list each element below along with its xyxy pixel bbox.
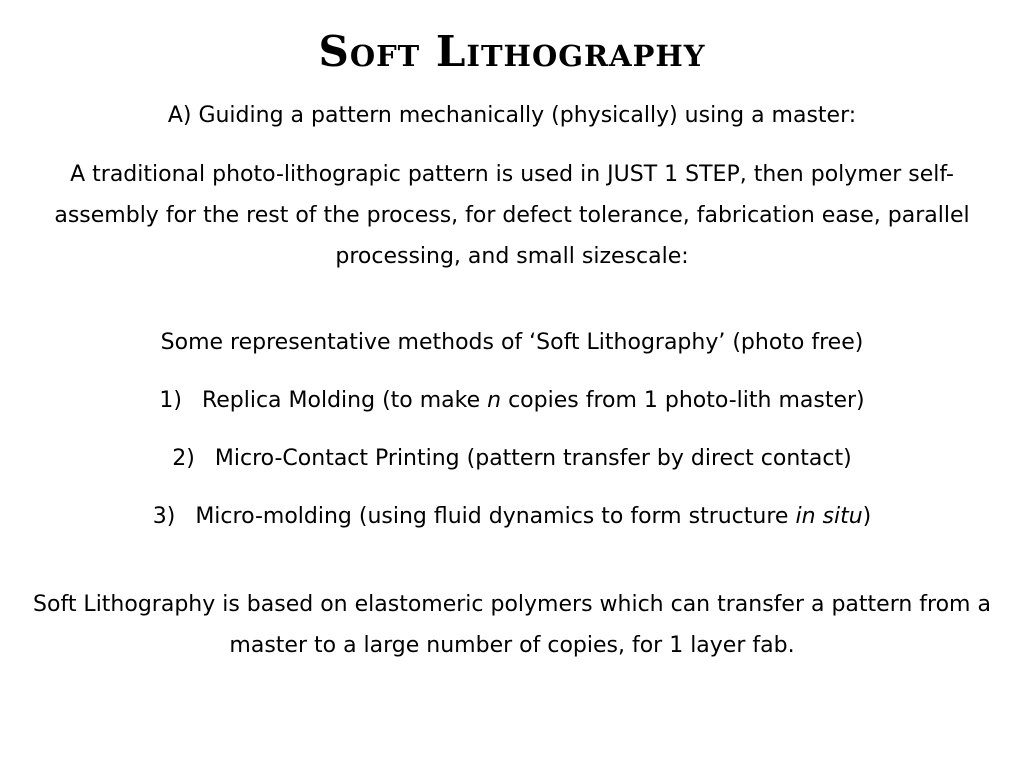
method-text-end: ) — [862, 504, 872, 529]
subheading: A) Guiding a pattern mechanically (physically) using a master: — [167, 103, 857, 128]
summary-paragraph: Soft Lithography is based on elastomeric polymers which can transfer a pattern from a master to a large number of copies, for 1 layer fab. — [33, 592, 991, 658]
method-text: Replica Molding (to make — [201, 388, 488, 413]
method-text: Micro-Contact Printing (pattern transfer by direct contact) — [214, 446, 852, 471]
method-italic: n — [487, 388, 502, 413]
method-number: 2) — [172, 446, 195, 471]
method-number: 3) — [152, 504, 176, 529]
methods-heading: Some representative methods of ‘Soft Lithography’ (photo free) — [160, 330, 864, 355]
method-text: Micro-molding (using fluid dynamics to form structure — [195, 504, 796, 529]
method-item-2 — [0, 439, 1024, 479]
intro-paragraph: A traditional photo-lithograpic pattern is used in JUST 1 STEP, then polymer self-assembly for the rest of the process, for defect tolerance, fabrication ease, parallel processing, and small sizescale: — [54, 162, 970, 269]
slide-title: Soft Lithography — [318, 27, 706, 76]
method-text-end: copies from 1 photo-lith master) — [501, 388, 865, 413]
method-italic: in situ — [795, 504, 863, 529]
method-item-3 — [0, 497, 1024, 537]
method-number: 1) — [159, 388, 182, 413]
method-item-1 — [0, 381, 1024, 421]
